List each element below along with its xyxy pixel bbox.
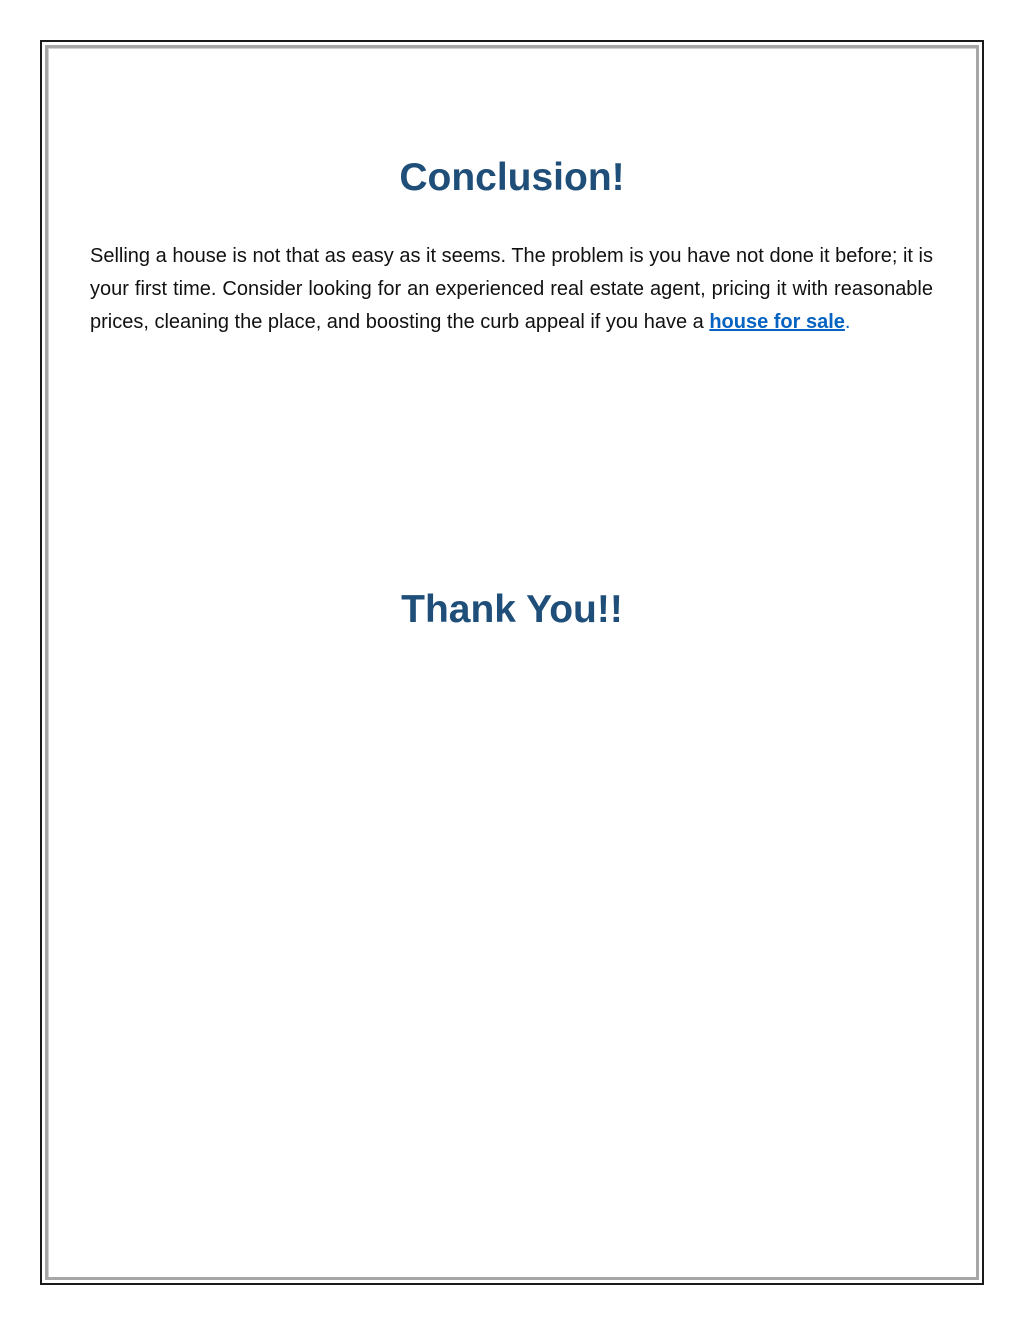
- paragraph-trailing-period: .: [844, 311, 851, 333]
- page-border-frame: [40, 40, 984, 1285]
- page-border-inner: [45, 45, 979, 1280]
- paragraph-text: Selling a house is not that as easy as it seems. The problem is you have not done it before; it is your first time. Consider looking for an experienced real estate agent, pricing it with reasonable prices, cleaning the place, and boosting the curb appeal if you have a: [90, 245, 933, 333]
- house-for-sale-link[interactable]: house for sale: [709, 311, 845, 333]
- conclusion-heading: Conclusion!: [399, 156, 625, 199]
- thank-you-heading: Thank You!!: [401, 588, 623, 631]
- conclusion-paragraph: [90, 240, 933, 339]
